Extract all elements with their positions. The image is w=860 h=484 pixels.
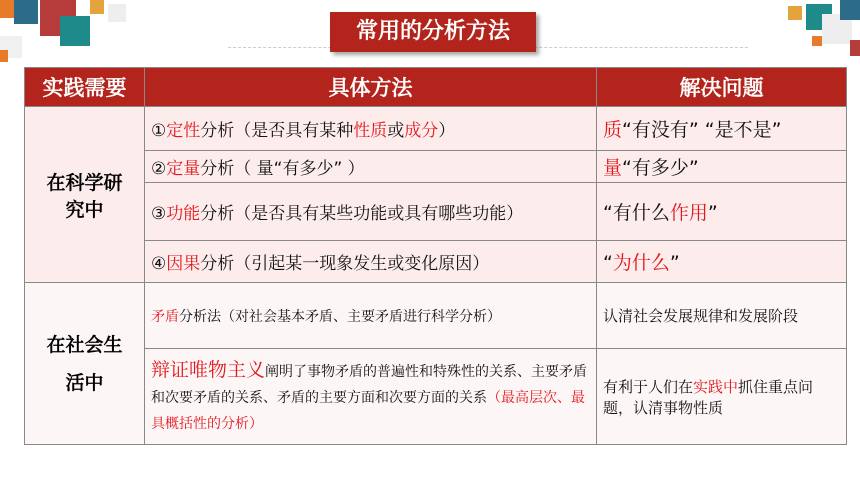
highlight-text: 性质 bbox=[353, 121, 388, 141]
table-row bbox=[25, 107, 847, 151]
solve-cell bbox=[597, 151, 847, 183]
text-segment: 分析（是否具有某种 bbox=[200, 121, 354, 141]
table-row bbox=[25, 283, 847, 349]
section-label-line: 在社会生 bbox=[46, 333, 123, 356]
page-title: 常用的分析方法 bbox=[330, 12, 536, 52]
solve-cell bbox=[597, 241, 847, 283]
method-cell bbox=[145, 349, 597, 445]
method-cell bbox=[145, 241, 597, 283]
column-header-solve: 解决问题 bbox=[597, 68, 847, 107]
text-segment: 认清社会发展规律和发展阶段 bbox=[603, 307, 799, 325]
text-segment: 阐明了事物矛盾的普遍性和特殊性的关系、主要矛盾和次要矛盾的关系、矛盾的主要方面和次要方面的关系 bbox=[151, 363, 588, 406]
highlight-text: 质 bbox=[603, 119, 623, 141]
method-cell bbox=[145, 107, 597, 151]
method-cell bbox=[145, 283, 597, 349]
highlight-text: 辩证唯物主义 bbox=[151, 358, 266, 381]
highlight-text: 定量 bbox=[166, 159, 201, 179]
analysis-methods-table bbox=[24, 67, 847, 445]
text-segment: ） bbox=[438, 121, 456, 141]
highlight-text: 因果 bbox=[166, 254, 201, 274]
section-label-line: 在科学研 bbox=[46, 171, 123, 194]
text-segment: “有没有” “是不是” bbox=[622, 119, 782, 141]
text-segment: 有利于人们在 bbox=[603, 377, 694, 396]
text-segment: “ bbox=[603, 252, 613, 274]
solve-cell bbox=[597, 107, 847, 151]
section-label-science bbox=[25, 107, 145, 283]
table-row bbox=[25, 241, 847, 283]
text-segment: “有什么 bbox=[603, 202, 670, 224]
text-segment: 分析法（对社会基本矛盾、主要矛盾进行科学分析） bbox=[179, 308, 501, 325]
text-segment: ” bbox=[669, 252, 680, 274]
solve-cell bbox=[597, 349, 847, 445]
section-label-line: 活中 bbox=[65, 371, 104, 394]
highlight-text: 量 bbox=[603, 157, 623, 179]
section-label-society bbox=[25, 283, 145, 445]
text-segment: 或 bbox=[387, 121, 405, 141]
section-label-line: 究中 bbox=[65, 198, 104, 221]
method-cell bbox=[145, 151, 597, 183]
text-segment: 分析（是否具有某些功能或具有哪些功能） bbox=[200, 204, 524, 224]
solve-cell bbox=[597, 183, 847, 241]
text-segment: ② bbox=[151, 159, 167, 179]
highlight-text: 功能 bbox=[166, 204, 201, 224]
text-segment: “有多少” bbox=[622, 157, 699, 179]
column-header-practice: 实践需要 bbox=[25, 68, 145, 107]
solve-cell bbox=[597, 283, 847, 349]
text-segment: 抓住重点问题，认清事物性质 bbox=[603, 377, 814, 417]
table-row bbox=[25, 349, 847, 445]
table-row bbox=[25, 183, 847, 241]
method-cell bbox=[145, 183, 597, 241]
text-segment: ① bbox=[151, 121, 167, 141]
table-header-row bbox=[25, 68, 847, 107]
text-segment: ” bbox=[707, 202, 718, 224]
highlight-text: 定性 bbox=[166, 121, 201, 141]
highlight-text: 成分 bbox=[404, 121, 439, 141]
column-header-method: 具体方法 bbox=[145, 68, 597, 107]
table-row bbox=[25, 151, 847, 183]
text-segment: ③ bbox=[151, 204, 167, 224]
highlight-text: （最高层次、最具概括性的分析） bbox=[151, 389, 585, 432]
highlight-text: 实践中 bbox=[693, 377, 739, 396]
highlight-text: 作用 bbox=[669, 202, 708, 224]
text-segment: 分析（引起某一现象发生或变化原因） bbox=[200, 254, 490, 274]
text-segment: 分析（ 量“有多少” ） bbox=[200, 159, 365, 179]
text-segment: ④ bbox=[151, 254, 167, 274]
highlight-text: 为什么 bbox=[612, 252, 670, 274]
highlight-text: 矛盾 bbox=[151, 308, 179, 325]
